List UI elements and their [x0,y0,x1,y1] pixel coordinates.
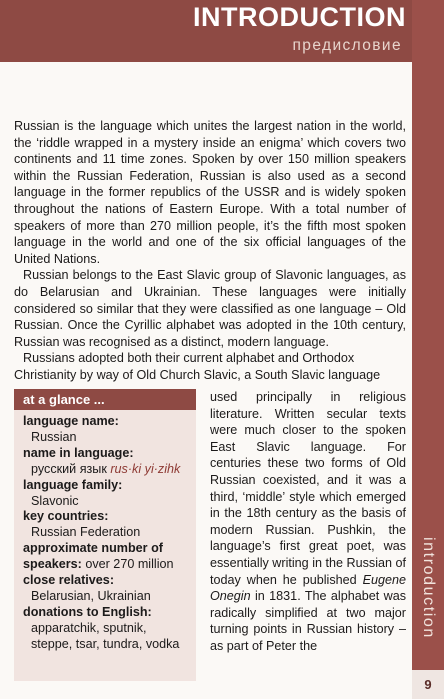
paragraph-3-continued [210,389,406,655]
name-in-language-native: русский язык [31,461,107,476]
page-number: 9 [412,670,444,699]
language-family-label: language family: [23,477,123,492]
key-countries-label: key countries: [23,509,109,524]
page-title: INTRODUCTION [193,2,406,32]
donations-value-2: steppe, tsar, tundra, vodka [31,636,180,651]
close-relatives-value: Belarusian, Ukrainian [31,588,151,603]
page-subtitle: предисловие [292,37,402,54]
name-in-language-label: name in language: [23,445,134,460]
paragraph-3-body: used principally in religious literature. Written secular texts were much closer to the spoken East Slavic language. For centuries these two forms of Old Russian coexisted, and it was a third, ‘middle’ style which emerged in the 18th century as the basis of modern Russian. Pushkin, the language’s first great poet, was essentially writing in the Russian of today when he published [210,390,406,587]
language-family-value: Slavonic [31,493,79,508]
paragraph-1: Russian is the language which unites the largest nation in the world, the ‘riddle wrapped in a mystery inside an enigma’ which covers two continents and 11 time zones. Spoken by over 150 million speakers within the Russian Federation, Russian is also used as a second language in the former republics of the USSR and is widely spoken throughout the nations of Eastern Europe. With a total number of speakers of more than 270 million people, it’s the fifth most spoken language in the world and one of the six official languages of the United Nations. [14,119,406,266]
speakers-label-2: speakers: [23,557,82,572]
right-column-text [210,389,406,655]
at-a-glance-box [14,389,196,681]
donations-label: donations to English: [23,604,152,619]
body-text [14,118,406,384]
paragraph-2: Russian belongs to the East Slavic group of Slavonic languages, as do Belarusian and Ukrainian. These languages were initially considered so similar that they were classified as one language – Old Russian. Once the Cyrillic alphabet was adopted in the 10th century, Russian was recognised as a distinct, modern language. [14,268,406,349]
language-name-value: Russian [31,429,77,444]
speakers-value: over 270 million [85,557,174,572]
at-a-glance-body [14,410,196,653]
name-in-language-transliteration: rus·ki yi·zihk [110,461,181,476]
eugene-onegin-title: Eugene Onegin [210,572,406,604]
at-a-glance-header: at a glance ... [14,389,196,410]
language-name-label: language name: [23,414,119,428]
speakers-label: approximate number of [23,541,163,556]
paragraph-3-tail: in 1831. The alphabet was radically simplified at two major turning points in Russian history – as part of Peter the [210,589,406,653]
side-tab-label: introduction [420,537,437,639]
speakers-row [23,557,196,573]
key-countries-value: Russian Federation [31,525,141,540]
close-relatives-label: close relatives: [23,573,115,588]
paragraph-3-lead: Russians adopted both their current alphabet and Orthodox Christianity by way of Old Church Slavic, a South Slavic language [14,351,381,382]
donations-value-1: apparatchik, sputnik, [31,620,147,635]
name-in-language-value [23,462,196,478]
